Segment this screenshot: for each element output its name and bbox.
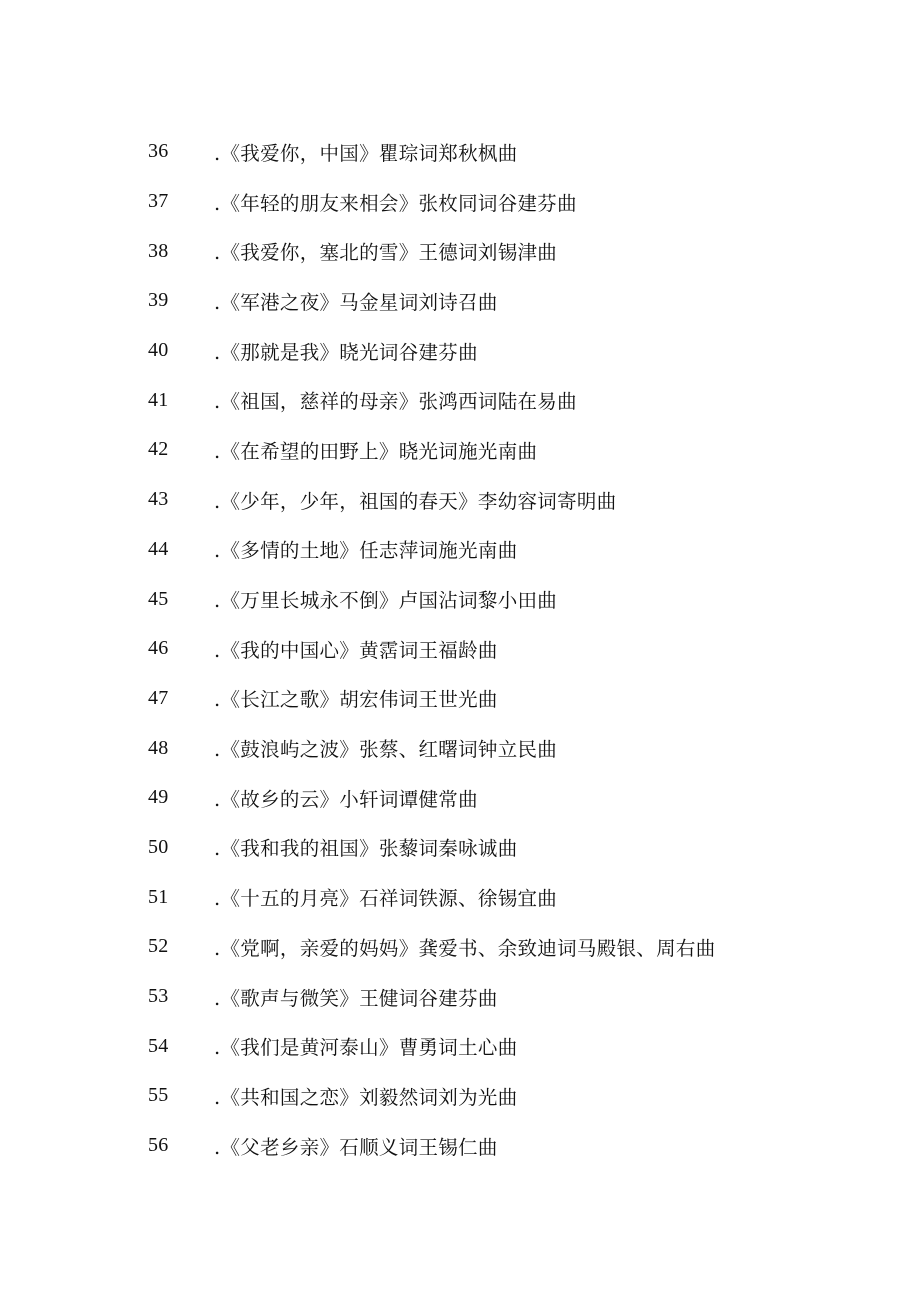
list-item: [148, 674, 888, 724]
item-text: .《长江之歌》胡宏伟词王世光曲: [214, 688, 498, 712]
list-item: [148, 972, 888, 1022]
item-number: 41: [148, 388, 169, 411]
list-item: [148, 723, 888, 773]
item-text: .《歌声与微笑》王健词谷建芬曲: [214, 986, 498, 1010]
list-item: [148, 872, 888, 922]
list-item: [148, 425, 888, 475]
item-text: .《年轻的朋友来相会》张枚同词谷建芬曲: [214, 191, 577, 215]
list-item: [148, 574, 888, 624]
item-text: .《父老乡亲》石顺义词王锡仁曲: [214, 1135, 498, 1159]
item-text: .《少年，少年，祖国的春天》李幼容词寄明曲: [214, 489, 617, 513]
item-number: 44: [148, 537, 169, 560]
item-text: .《故乡的云》小轩词谭健常曲: [214, 787, 478, 811]
item-text: .《十五的月亮》石祥词铁源、徐锡宜曲: [214, 887, 558, 911]
list-item: [148, 1121, 888, 1171]
list-item: [148, 475, 888, 525]
list-item: [148, 1071, 888, 1121]
item-text: .《在希望的田野上》晓光词施光南曲: [214, 439, 538, 463]
item-number: 43: [148, 488, 169, 511]
item-number: 47: [148, 686, 169, 709]
item-number: 46: [148, 637, 169, 660]
list-item: [148, 226, 888, 276]
item-text: .《军港之夜》马金星词刘诗召曲: [214, 290, 498, 314]
item-text: .《共和国之恋》刘毅然词刘为光曲: [214, 1085, 518, 1109]
item-number: 54: [148, 1034, 169, 1057]
item-number: 36: [148, 140, 169, 163]
item-number: 51: [148, 885, 169, 908]
item-text: .《我们是黄河泰山》曹勇词土心曲: [214, 1036, 518, 1060]
list-item: [148, 823, 888, 873]
item-text: .《鼓浪屿之波》张蔡、红曙词钟立民曲: [214, 738, 558, 762]
item-text: .《我和我的祖国》张藜词秦咏诚曲: [214, 837, 518, 861]
item-number: 40: [148, 339, 169, 362]
item-number: 49: [148, 786, 169, 809]
item-text: .《祖国，慈祥的母亲》张鸿西词陆在易曲: [214, 390, 577, 414]
list-item: [148, 127, 888, 177]
list-item: [148, 624, 888, 674]
item-number: 37: [148, 190, 169, 213]
item-text: .《我爱你，中国》瞿琮词郑秋枫曲: [214, 141, 518, 165]
list-item: [148, 1021, 888, 1071]
item-text: .《万里长城永不倒》卢国沾词黎小田曲: [214, 589, 558, 613]
list-item: [148, 773, 888, 823]
item-number: 38: [148, 239, 169, 262]
item-number: 52: [148, 935, 169, 958]
item-text: .《我的中国心》黄霑词王福龄曲: [214, 638, 498, 662]
item-number: 39: [148, 289, 169, 312]
item-number: 48: [148, 736, 169, 759]
list-item: [148, 375, 888, 425]
list-item: [148, 326, 888, 376]
item-number: 53: [148, 985, 169, 1008]
item-number: 56: [148, 1134, 169, 1157]
item-number: 50: [148, 835, 169, 858]
item-text: .《我爱你，塞北的雪》王德词刘锡津曲: [214, 241, 558, 265]
item-number: 42: [148, 438, 169, 461]
list-item: [148, 177, 888, 227]
item-text: .《党啊，亲爱的妈妈》龚爱书、余致迪词马殿银、周右曲: [214, 936, 716, 960]
item-number: 45: [148, 587, 169, 610]
item-text: .《多情的土地》任志萍词施光南曲: [214, 539, 518, 563]
list-item: [148, 276, 888, 326]
item-number: 55: [148, 1084, 169, 1107]
list-item: [148, 922, 888, 972]
item-text: .《那就是我》晓光词谷建芬曲: [214, 340, 478, 364]
song-list: [148, 127, 888, 1170]
list-item: [148, 525, 888, 575]
